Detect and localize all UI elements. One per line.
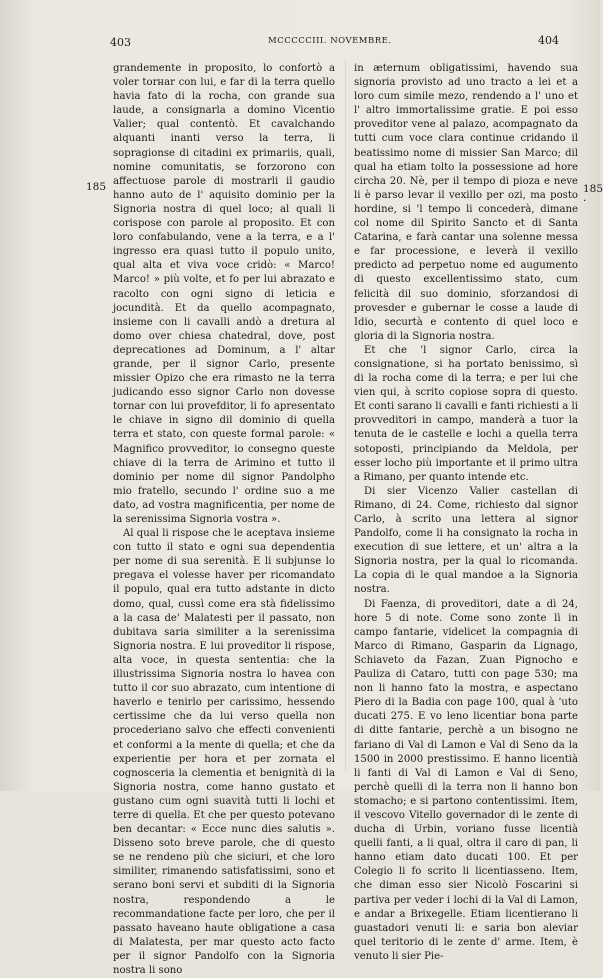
paragraph: in æternum obligatissimi, havendo sua signoria provisto ad uno tracto a lei et a loro cum simile mezo, rendendo a l' uno et l' altro immortalissime gratie. E poi esso proveditor vene al palazo, acompagnato da tutti cum voce clara continue cridando il beatissimo nome di missier San Marco; dil qual ha etiam tolto la possessione ad hore circha 20. Nè, per il tempo di pioza e neve li è parso levar il vexillo per ozi, ma posto hordine, si 'l tempo li concederà, dimane col nome dil Spirito Sancto et di Santa Catarina, e farà cantar una solenne messa e far processione, e leverà il vexillo predicto ad perpetuo nome ed augumento di questo excellentissimo stato, cum felicità dil suo dominio, sforzandosi di provesder e gubernar le cosse a laude di Idio, securtà e contento di quel loco e gloria di la Signoria nostra. <box>354 63 578 342</box>
left-column <box>113 62 335 978</box>
paragraph: Al qual li rispose che le aceptava insieme con tutto il stato e ogni sua dependentia per nome di sua serenità. E li subjunse lo pregava el volesse haver per ricomandato il populo, qual era tutto adstante in dicto domo, qual, cussì come era stà fidelissimo a la casa de' Malatesti per il passato, non dubitava saria similiter a la serenissima Signoria nostra. E lui proveditor li rispose, alta voce, in questa sententia: che la illustrissima Signoria nostra lo havea con tutto il cor suo abrazato, cum intentione di haverlo e tenirlo per carissimo, hessendo certissime che da lui verso quella non procederiano salvo che effecti convenienti et conformi a la mente di quella; et che da experientie per hora et per zornata el cognosceria la clementia et benignità di la Signoria nostra, come hanno gustato et gustano cum ogni suavità tutti li lochi et terre di quella. Et che per questo potevano ben decantar: « Ecce nunc dies salutis ». Disseno soto breve parole, che di questo se ne rendeno più che siciuri, et che loro similiter, rimanendo satisfatissimi, sono et serano boni servi et subditi di la Signoria nostra, respondendo a le recommandatione facte per loro, che per il passato haveano haute obligatione a casa di Malatesta, per mar questo acto facto per il signor Pandolfo con la Signoria nostra li sono <box>113 528 335 976</box>
column-divider <box>345 60 346 770</box>
page-number-right: 404 <box>538 34 559 47</box>
page-header <box>0 28 600 48</box>
margin-number-right: 185 · <box>583 183 603 207</box>
running-title: MCCCCCIII. NOVEMBRE. <box>268 36 392 46</box>
page-number-left: 403 <box>110 36 131 49</box>
paragraph: Et che 'l signor Carlo, circa la consignatione, si ha portato benissimo, sì di la rocha come di la terra; e per lui che vien qui, à scrito copiose sopra di questo. Et conti sarano li cavalli e fanti richiesti a li provveditori in campo, manderà a tuor la tenuta de le castelle e lochi a quella terra sotoposti, principiando da Meldola, per esser locho più importante et il primo ultra a Rimano, per quanto intende etc. <box>354 344 578 483</box>
margin-number-left: 185 <box>86 181 107 193</box>
paragraph: Di sier Vicenzo Valier castellan di Rimano, di 24. Come, richiesto dal signor Carlo, à scrito una lettera al signor Pandolfo, come li ha consignato la rocha in execution di sue lettere, et un' altra a la Signoria nostra, per la qual lo ricomanda. La copia di le qual mandoe a la Signoria nostra. <box>354 485 578 596</box>
right-column <box>354 62 578 964</box>
paragraph: Di Faenza, di proveditori, date a dì 24, hore 5 di note. Come sono zonte lì in campo fantarie, videlicet la compagnia di Marco di Rimano, Gasparin da Lignago, Schiaveto da Fazan, Zuan Pignocho e Pauliza di Cataro, tutti con page 530; ma non li hanno fato la mostra, e aspectano Piero di la Badia con page 100, qual à 'uto ducati 275. E vo leno licentiar bona parte di ditte fantarie, perchè a un bisogno ne fariano di Val di Lamon e Val di Seno da la 1500 in 2000 prestissimo. E hanno licentià li fanti di Val di Lamon e Val di Seno, perchè quelli di la terra non li hanno bon stomacho; e si partono contentissimi. Item, il vescovo Vitello governador di le zente di ducha di Urbin, voriano fusse licentià quelli fanti, a li qual, oltra il caro di pan, li hanno etiam dato ducati 100. Et per Colegio li fo scrito li licentiasseno. Item, che diman esso sier Nicolò Foscarini si partiva per veder i lochi di la Val di Lamon, e andar a Brixegelle. Etiam licentierano li guastadori venuti li: e saria bon aleviar quel teritorio di le zente d' arme. Item, è venuto li sier Pie- <box>354 598 578 962</box>
paragraph: grandemente in proposito, lo confortò a voler torнar con lui, e far di la terra quello havia fato di la rocha, con grande sua laude, a consignarla a domino Vicentio Valier; qual contentò. Et cavalchando alquanti inanti verso la terra, li sopragionse di citadini ex primariis, quali, nomine comunitatis, se forzorono con affectuose parole di mostrarli il gaudio hanno auto de l' aquisito dominio per la Signoria nostra di quel loco; al quali li corispose con parole al proposito. Et con loro confabulando, vene a la terra, e a l' ingresso era quasi tutto il populo unito, qual alta et viva voce cridò: « Marco! Marco! » più volte, et fo per lui abrazato e racolto con ogni signo di leticia e jocundità. Et da quello acompagnato, insieme con li cavalli andò a dretura al domo over chiesa chatedral, dove, post deprecationes ad Dominum, a l' altar grande, per il signor Carlo, presente missier Opizo che era rimasto ne la terra judicando esso signor Carlo non dovesse tornar con lui provefditor, li fo apresentato le chiave in signo dil dominio di quella terra et stato, con queste formal parole: « Magnifico provveditor, io consegno queste chiave di la terra de Arimino et tutto il dominio per nome dil signor Pandolpho mio fratello, secundo l' ordine suo a me dato, ad vostra magnificentia, per nome de la serenissima Signoria vostra ». <box>113 63 335 525</box>
